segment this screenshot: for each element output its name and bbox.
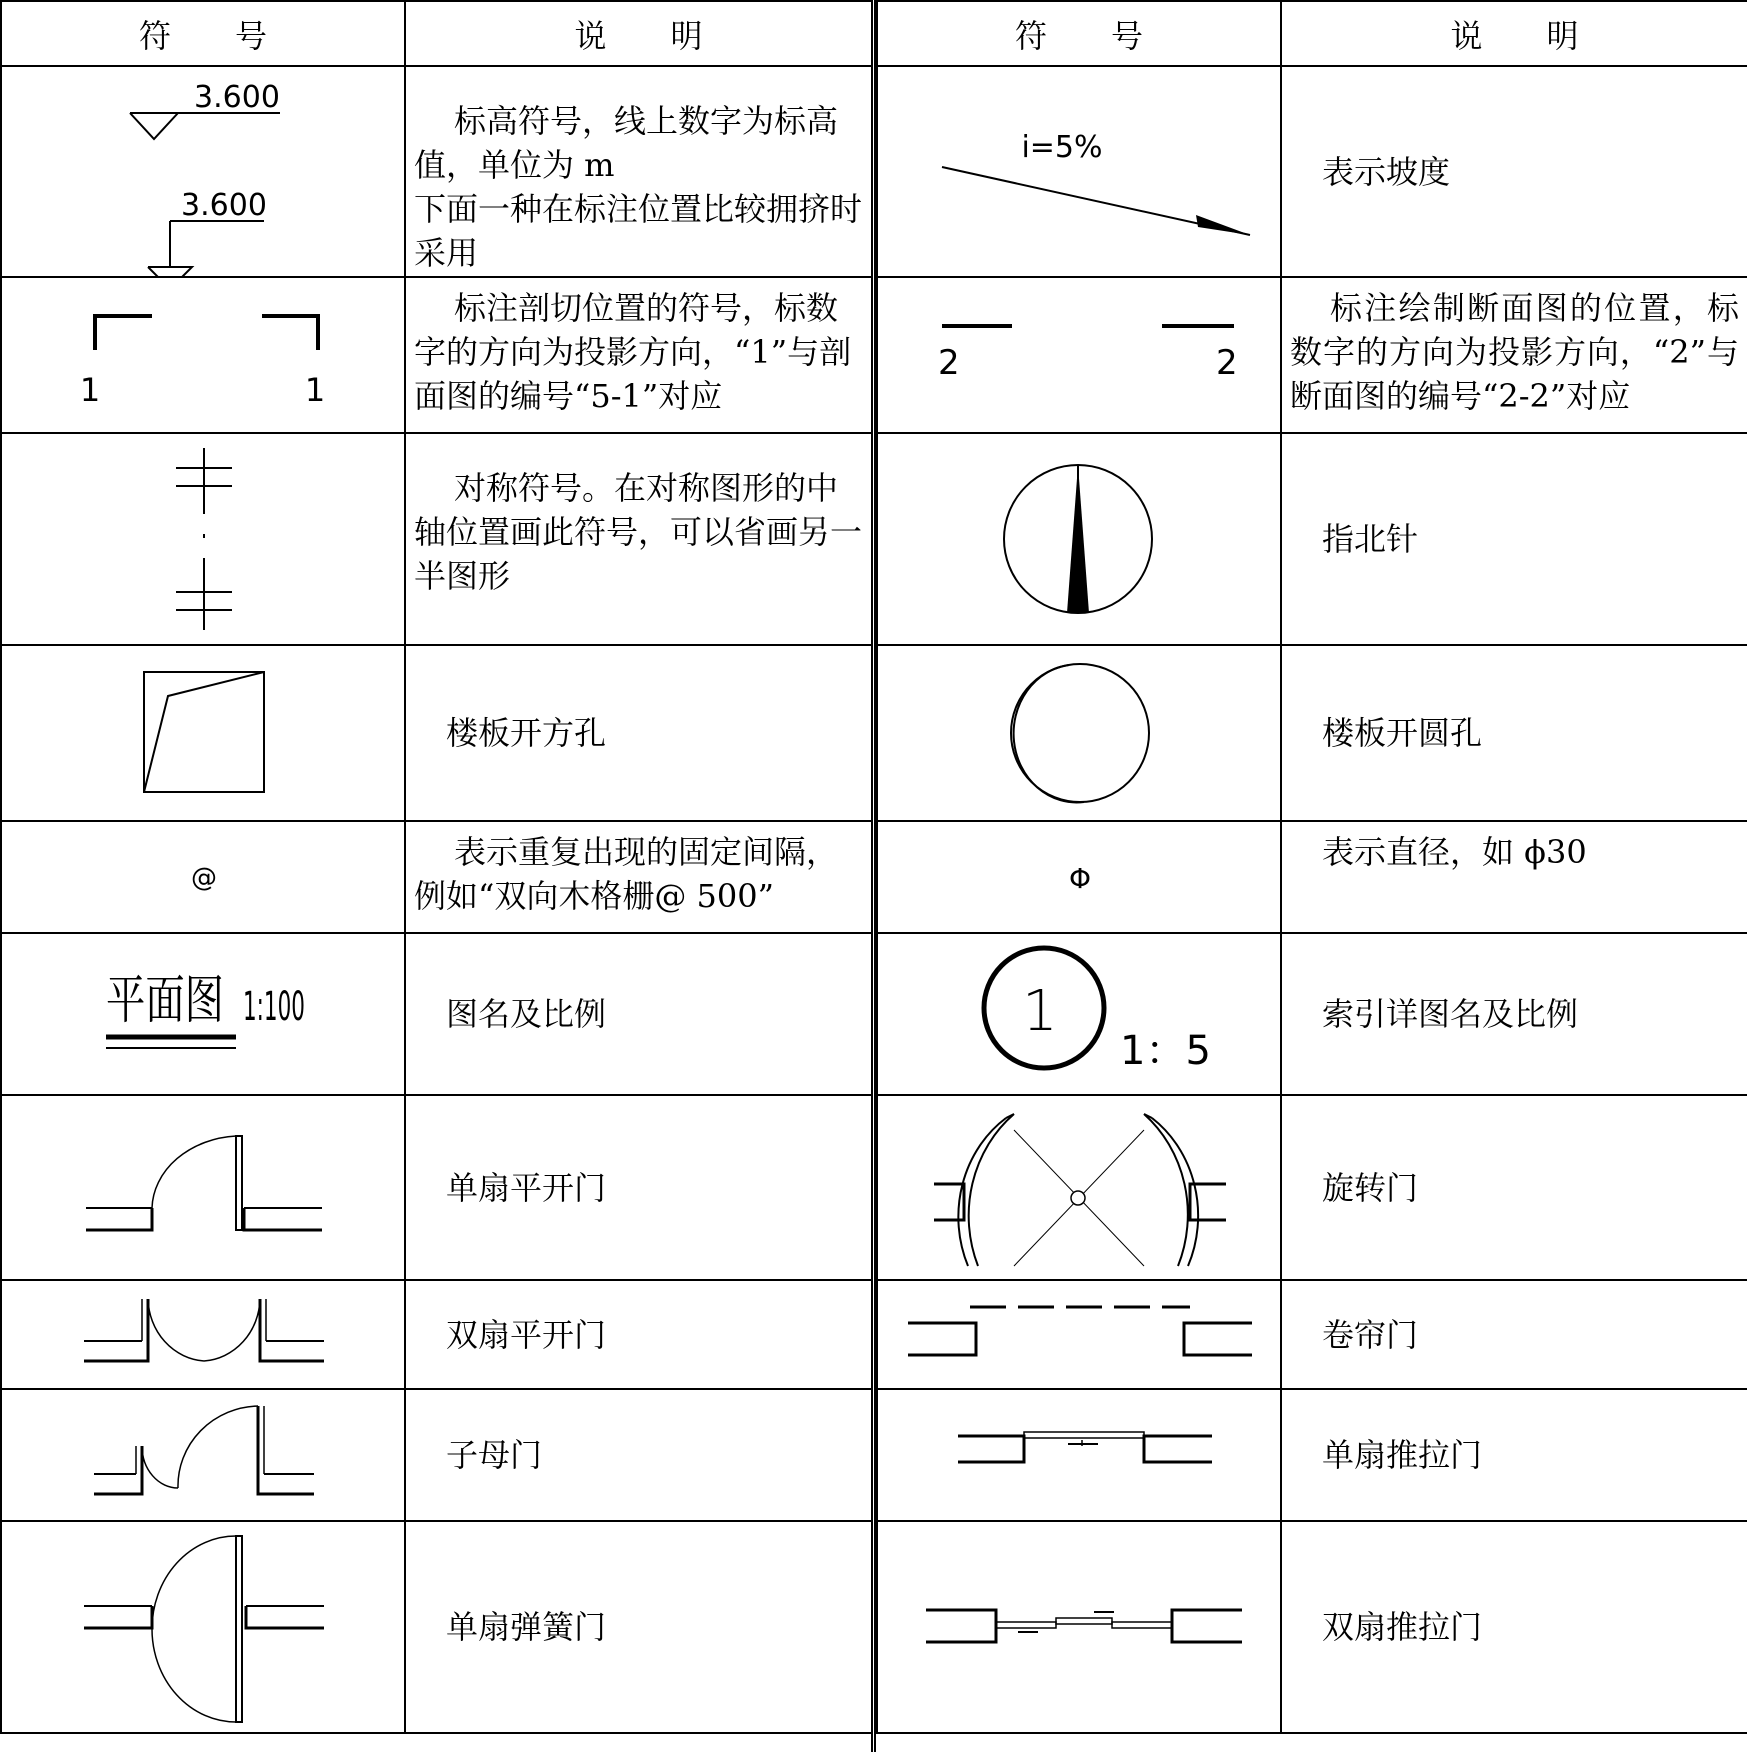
description-text: 单扇弹簧门: [446, 1608, 607, 1646]
description-text: 楼板开方孔: [446, 714, 607, 752]
table-row: [1, 645, 872, 821]
table-row: [1, 1521, 872, 1733]
description-text: 楼板开圆孔: [1322, 714, 1483, 752]
header-row: [877, 1, 1747, 66]
cross-section-label-left: 2: [938, 343, 960, 383]
square-hole-symbol: [1, 645, 405, 821]
description-text: 单扇推拉门: [1322, 1436, 1483, 1474]
description-text: 标注剖切位置的符号，标数字的方向为投影方向，“1”与剖面图的编号“5-1”对应: [414, 289, 852, 415]
drawing-name-symbol: [1, 933, 405, 1095]
table-row: [1, 933, 872, 1095]
drawing-name-label: 平面图: [106, 971, 224, 1031]
desc-cell: [405, 1389, 872, 1521]
table-row: [1, 821, 872, 933]
table-row: [877, 277, 1747, 433]
desc-cell: [1281, 645, 1747, 821]
single-sliding-door-symbol: [877, 1389, 1281, 1521]
desc-cell: [405, 433, 872, 645]
description-text: 单扇平开门: [446, 1168, 607, 1207]
description-text: 表示坡度: [1322, 152, 1451, 191]
left-table: [0, 0, 873, 1734]
desc-cell: [1281, 1280, 1747, 1389]
table-row: [1, 1280, 872, 1389]
desc-cell: [1281, 66, 1747, 277]
elevation-label-2: 3.600: [181, 188, 267, 223]
description-text: 子母门: [446, 1436, 543, 1474]
header-symbol: 符 号: [1, 1, 405, 66]
header-description: 说 明: [405, 1, 872, 66]
description-text: 图名及比例: [446, 995, 607, 1033]
elevation-symbol: [1, 66, 405, 277]
cross-section-label-right: 2: [1216, 343, 1238, 383]
revolving-door-symbol: [877, 1095, 1281, 1280]
desc-cell: [405, 1280, 872, 1389]
slope-symbol: [877, 66, 1281, 277]
cross-section-symbol: [877, 277, 1281, 433]
table-row: [877, 433, 1747, 645]
table-row: [877, 1280, 1747, 1389]
round-hole-symbol: [877, 645, 1281, 821]
description-text: 指北针: [1322, 520, 1419, 558]
description-text: 表示重复出现的固定间隔，例如“双向木格栅@ 500”: [414, 833, 839, 915]
diameter-label: Φ: [1068, 862, 1092, 895]
description-text: 双扇平开门: [446, 1315, 607, 1354]
section-label-left: 1: [79, 371, 101, 409]
table-row: [877, 1095, 1747, 1280]
double-swing-door-symbol: [1, 1280, 405, 1389]
table-row: [1, 277, 872, 433]
scale-label: 1:100: [243, 984, 305, 1030]
diameter-symbol: [877, 821, 1281, 933]
detail-number-label: 1: [1022, 979, 1058, 1044]
table-row: [877, 821, 1747, 933]
section-label-right: 1: [304, 371, 326, 409]
table-row: [1, 433, 872, 645]
single-swing-door-symbol: [1, 1095, 405, 1280]
desc-cell: [405, 1521, 872, 1733]
double-sliding-door-symbol: [877, 1521, 1281, 1733]
north-arrow-symbol: [877, 433, 1281, 645]
header-description: 说 明: [1281, 1, 1747, 66]
desc-cell: [1281, 933, 1747, 1095]
description-text: 双扇推拉门: [1322, 1608, 1483, 1646]
table-row: [877, 645, 1747, 821]
desc-cell: [1281, 1389, 1747, 1521]
table-row: [1, 1389, 872, 1521]
desc-cell: [405, 1095, 872, 1280]
elevation-label-1: 3.600: [194, 80, 280, 115]
description-text: 索引详图名及比例: [1322, 995, 1579, 1033]
roller-shutter-door-symbol: [877, 1280, 1281, 1389]
description-text: 标高符号，线上数字为标高值，单位为 m 下面一种在标注位置比较拥挤时采用: [414, 102, 863, 272]
desc-cell: [405, 645, 872, 821]
desc-cell: [405, 821, 872, 933]
description-text: 卷帘门: [1322, 1315, 1419, 1354]
detail-index-symbol: [877, 933, 1281, 1095]
description-text: 对称符号。在对称图形的中轴位置画此符号，可以省画另一半图形: [414, 469, 863, 595]
section-cut-symbol: [1, 277, 405, 433]
table-row: [877, 933, 1747, 1095]
slope-label: i=5%: [1021, 130, 1103, 165]
desc-cell: [405, 277, 872, 433]
table-row: [877, 66, 1747, 277]
detail-scale-label: 1：5: [1120, 1028, 1211, 1074]
table-row: [877, 1521, 1747, 1733]
symmetry-symbol: [1, 433, 405, 645]
header-row: [1, 1, 872, 66]
header-symbol: 符 号: [877, 1, 1281, 66]
description-text: 表示直径，如 ϕ30: [1322, 833, 1587, 871]
desc-cell: [1281, 1095, 1747, 1280]
description-text: 标注绘制断面图的位置，标数字的方向为投影方向，“2”与断面图的编号“2-2”对应: [1290, 289, 1739, 415]
parent-child-door-symbol: [1, 1389, 405, 1521]
table-row: [877, 1389, 1747, 1521]
at-sign-label: @: [191, 863, 217, 893]
right-table: [876, 0, 1747, 1734]
single-spring-door-symbol: [1, 1521, 405, 1733]
table-row: [1, 66, 872, 277]
desc-cell: [1281, 277, 1747, 433]
desc-cell: [1281, 1521, 1747, 1733]
desc-cell: [405, 66, 872, 277]
table-row: [1, 1095, 872, 1280]
desc-cell: [405, 933, 872, 1095]
desc-cell: [1281, 433, 1747, 645]
repeat-interval-symbol: [1, 821, 405, 933]
desc-cell: [1281, 821, 1747, 933]
description-text: 旋转门: [1322, 1168, 1419, 1207]
